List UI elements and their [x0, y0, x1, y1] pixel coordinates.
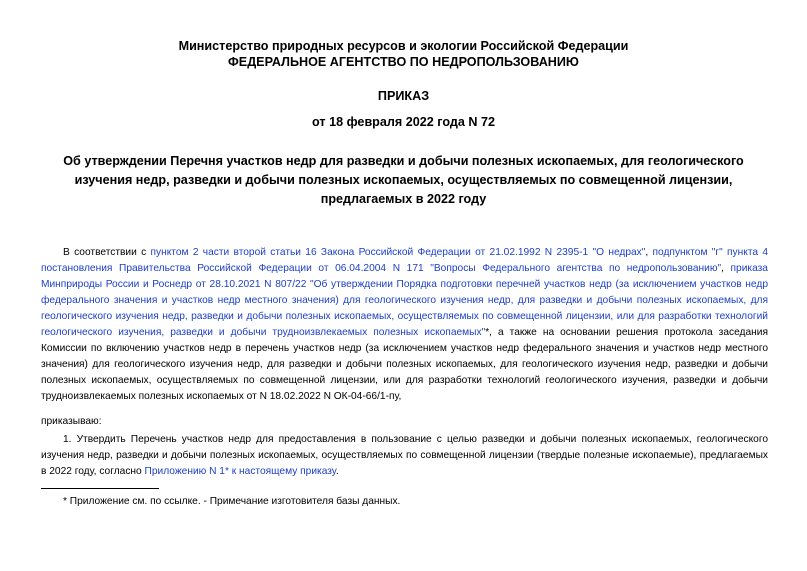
- government-decree-link[interactable]: подпунктом "г" пункта 4 постановления Правительства Российской Федерации от 06.04.2004 N 171 "Вопросы Федерального агентства по недропользованию": [41, 247, 768, 274]
- item-1-text: 1. Утвердить Перечень участков недр для предоставления в пользование с целью разведки и добычи полезных ископаемых, геологического изучения недр, разведки и добычи полезных ископаемых, осуществляемых по совмещенной лицензии (твердые полезные ископаемые), предлагаемых в 2022 году, согласно: [41, 434, 768, 477]
- agency-name: ФЕДЕРАЛЬНОЕ АГЕНТСТВО ПО НЕДРОПОЛЬЗОВАНИЮ: [228, 55, 579, 69]
- document-type: ПРИКАЗ: [377, 89, 430, 103]
- preamble-text: *, а также на основании решения протокола заседания Комиссии по включению участков недр в перечень участков недр (за исключением участков недр федерального значения и участков недр местного значения) для геологического изучения недр, для разведки и добычи полезных ископаемых, для геологического изучения недр, разведки и добычи полезных ископаемых, осуществляемых по совмещенной лицензии, или для разработки технологий геологического изучения, разведки и добычи трудноизвлекаемых полезных ископаемых от N 18.02.2022 N ОК-04-66/1-пу,: [41, 327, 768, 402]
- preamble-text: В соответствии с: [63, 247, 151, 258]
- order-word: приказываю:: [41, 416, 102, 427]
- item-1-end: .: [335, 466, 339, 477]
- appendix-1-link[interactable]: Приложению N 1* к настоящему приказу: [144, 466, 336, 477]
- law-nedra-link[interactable]: пунктом 2 части второй статьи 16 Закона Российской Федерации от 21.02.1992 N 2395-1 "О недрах": [150, 247, 646, 258]
- preamble-text: ,: [645, 247, 653, 258]
- document-title: Об утверждении Перечня участков недр для разведки и добычи полезных ископаемых, для геологического изучения недр, разведки и добычи полезных ископаемых, осуществляемых по совмещенной лицензии, предлагаемых в 2022 году: [63, 154, 744, 206]
- ministry-name: Министерство природных ресурсов и экологии Российской Федерации: [178, 39, 629, 53]
- document-date: от 18 февраля 2022 года N 72: [312, 115, 495, 129]
- footnote: * Приложение см. по ссылке. - Примечание изготовителя базы данных.: [63, 496, 401, 507]
- ministry-order-link[interactable]: приказа Минприроды России и Роснедр от 28.10.2021 N 807/22 "Об утверждении Порядка подготовки перечней участков недр (за исключением участков недр федерального значения и участков недр местного значения) для геологического изучения недр, для разведки и добычи полезных ископаемых, для геологического изучения недр, разведки и добычи полезных ископаемых, осуществляемых по совмещенной лицензии, или для разработки технологий геологического изучения, разведки и добычи трудноизвлекаемых полезных ископаемых": [41, 263, 768, 338]
- preamble-paragraph: [41, 245, 768, 405]
- item-1-paragraph: [41, 432, 768, 480]
- preamble-text: ,: [721, 263, 731, 274]
- footnote-divider: [41, 488, 159, 489]
